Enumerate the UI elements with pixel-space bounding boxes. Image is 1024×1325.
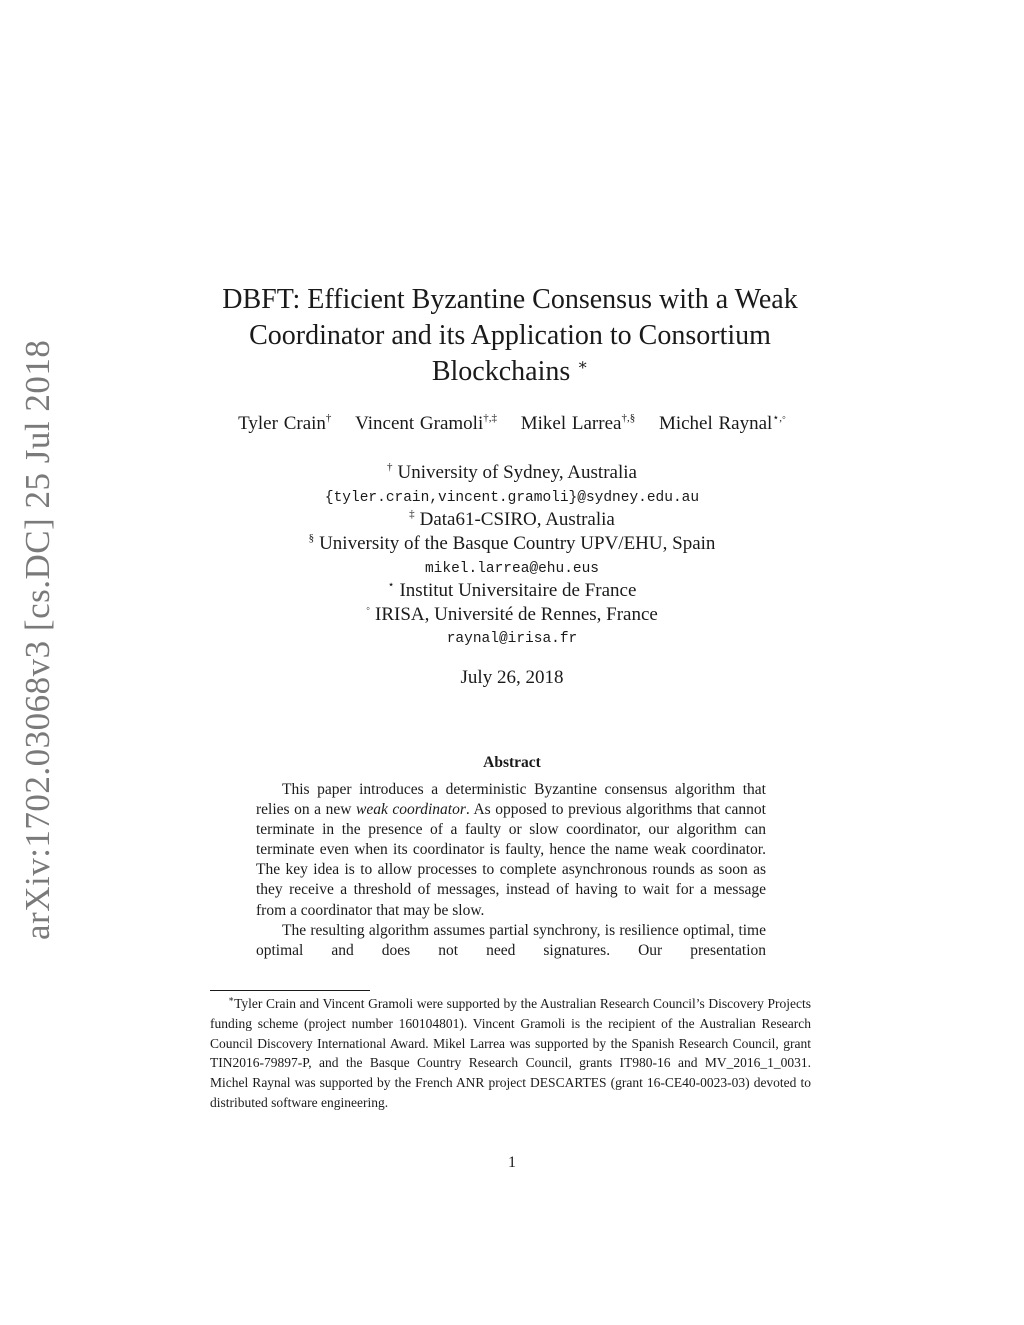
abstract-text: This paper introduces a deterministic Byzantine consensus algorithm that relies on a new	[256, 781, 766, 819]
email-sydney: {tyler.crain,vincent.gramoli}@sydney.edu.au	[324, 490, 700, 506]
affiliation-text: University of Sydney, Australia	[397, 462, 637, 483]
affiliation-mark: ⋆	[387, 579, 395, 591]
email-ehu: mikel.larrea@ehu.eus	[424, 561, 600, 577]
funding-footnote	[210, 994, 811, 1113]
title-line-3	[190, 354, 830, 390]
author-affiliation-marks: †,‡	[483, 412, 497, 424]
abstract-paragraph-2: The resulting algorithm assumes partial synchrony, is resilience optimal, time optimal and does not need signatures. Our presentation	[256, 921, 766, 959]
abstract-body	[256, 780, 766, 961]
abstract-heading: Abstract	[483, 754, 541, 771]
author-michel-raynal	[659, 413, 786, 435]
affiliation-mark: §	[308, 532, 315, 544]
affiliation-mark: †	[387, 461, 393, 473]
abstract-text: . As opposed to previous algorithms that cannot terminate in the presence of a faulty or slow coordinator, our algorithm can terminate even when its coordinator is faulty, hence the name weak coordinator. The key idea is to allow processes to complete asynchronous rounds as soon as they receive a threshold of messages, instead of having to wait for a message from a coordinator that may be slow.	[256, 801, 766, 919]
title-line-1: DBFT: Efficient Byzantine Consensus with a Weak	[222, 284, 798, 315]
affiliation-text: University of the Basque Country UPV/EHU, Spain	[319, 533, 716, 554]
affiliation-mark: ‡	[409, 508, 415, 520]
affiliation-irisa	[150, 603, 874, 626]
title-line-3-text: Blockchains	[431, 356, 571, 387]
author-tyler-crain	[238, 413, 331, 435]
arxiv-identifier-stamp: arXiv:1702.03068v3 [cs.DC] 25 Jul 2018	[18, 339, 57, 940]
affiliation-upv-ehu	[150, 532, 874, 555]
affiliation-iuf	[150, 579, 874, 602]
author-list	[150, 413, 874, 435]
title-line-2: Coordinator and its Application to Consortium	[249, 320, 771, 351]
author-name: Mikel Larrea	[520, 413, 622, 434]
author-name: Michel Raynal	[658, 413, 773, 434]
email-irisa: raynal@irisa.fr	[446, 631, 578, 647]
abstract-emphasis: weak coordinator	[356, 801, 466, 819]
author-affiliation-marks: †	[325, 412, 332, 424]
affiliation-sydney	[150, 461, 874, 484]
affiliation-data61	[150, 508, 874, 531]
footnote-text: Tyler Crain and Vincent Gramoli were supported by the Australian Research Council’s Discovery Projects funding scheme (project number 160104801). Vincent Gramoli is the recipient of the Australian Research Council Discovery International Award. Mikel Larrea was supported by the Spanish Research Council, grant TIN2016-79897-P, and the Basque Country Research Council, grants IT980-16 and MV_2016_1_0031. Michel Raynal was supported by the French ANR project DESCARTES (grant 16-CE40-0023-03) devoted to distributed software engineering.	[210, 996, 811, 1110]
author-name: Vincent Gramoli	[355, 413, 484, 434]
paper-date: July 26, 2018	[460, 667, 564, 688]
affiliation-text: Data61-CSIRO, Australia	[419, 509, 615, 530]
author-vincent-gramoli	[355, 413, 497, 435]
author-affiliation-marks: †,§	[621, 412, 636, 424]
footnote-marker: ∗	[228, 994, 235, 1004]
paper-title	[190, 282, 830, 390]
author-mikel-larrea	[521, 413, 635, 435]
page-number: 1	[508, 1154, 516, 1171]
author-name: Tyler Crain	[238, 413, 326, 434]
author-affiliation-marks: ⋆,◦	[772, 412, 786, 424]
footnote-rule	[210, 990, 370, 991]
abstract-paragraph-1	[256, 780, 766, 921]
affiliation-text: Institut Universitaire de France	[399, 580, 637, 601]
affiliation-mark: ◦	[366, 603, 371, 615]
title-footnote-marker: ∗	[577, 357, 589, 374]
affiliation-text: IRISA, Université de Rennes, France	[375, 604, 658, 625]
